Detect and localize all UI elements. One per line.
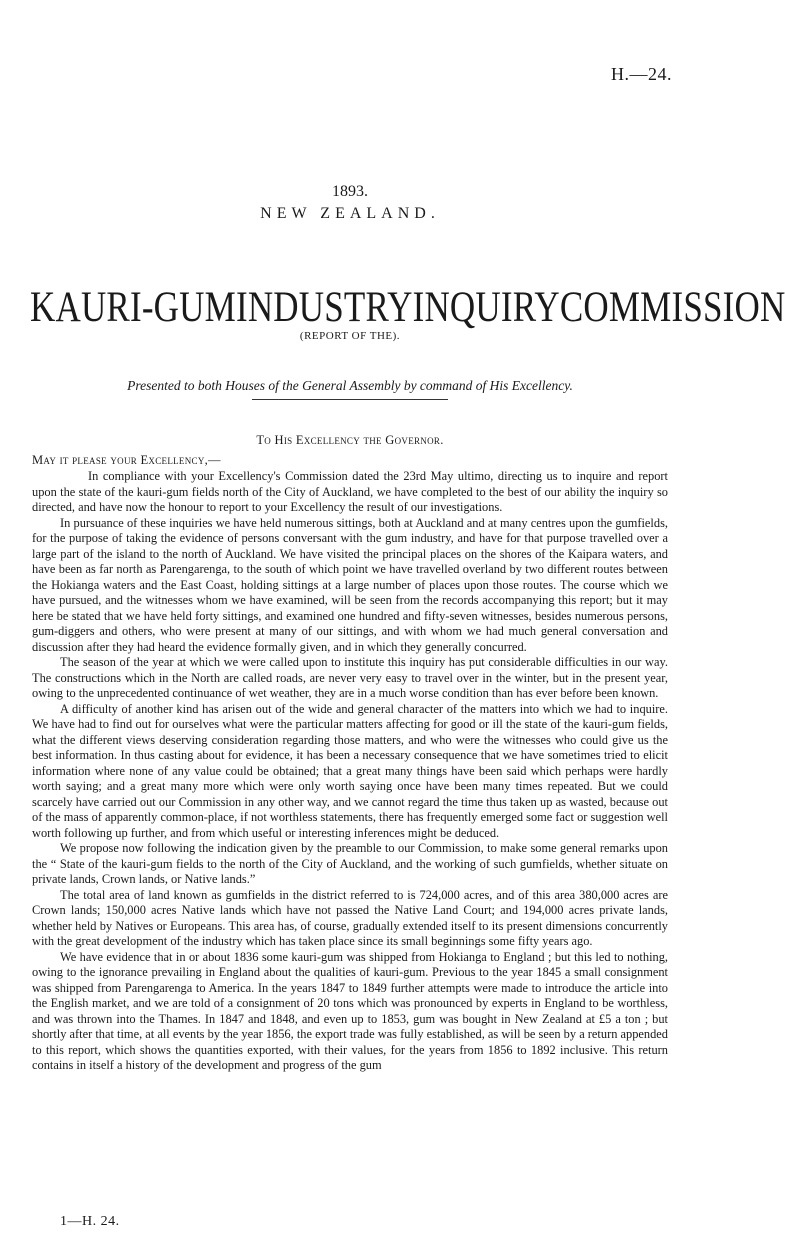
paragraph: We have evidence that in or about 1836 some kauri-gum was shipped from Hokianga to England ; but this led to nothing, owing to the ignorance prevailing in England about the qualities of kauri-gum. Previous to the year 1845 a small consignment was shipped from Parengarenga to America. In the years 1847 to 1849 further attempts were made to introduce the article into the English market, and we are told of a consignment of 20 tons which was pronounced by experts in England to be worthless, and was thrown into the Thames. In 1847 and 1848, and even up to 1853, gum was bought in New Zealand at £5 a ton ; but shortly after that time, at all events by the year 1856, the export trade was fully established, as will be seen by a return appended to this report, which shows the quantities exported, with their values, for the years from 1856 to 1892 inclusive. This return contains in itself a history of the development and progress of the gum xyxy=(32,949,668,1072)
paragraph: The total area of land known as gumfields in the district referred to is 724,000 acres, and of this area 380,000 acres are Crown lands; 150,000 acres Native lands which have not passed the Native Land Court; and 194,000 acres private lands, whether held by Natives or Europeans. This area has, of course, gradually extended itself to its present dimensions concurrently with the great development of the industry which has taken place since its small beginnings some fifty years ago. xyxy=(32,887,668,948)
paragraph: We propose now following the indication given by the preamble to our Commission, to make some general remarks upon the “ State of the kauri-gum fields to the north of the City of Auckland, and the working of such gumfields, whether situate on private lands, Crown lands, or Native lands.” xyxy=(32,841,668,886)
title-word: INQUIRY xyxy=(412,282,560,331)
year: 1893. xyxy=(332,183,368,200)
salutation: May it please your Excellency,— xyxy=(32,453,221,467)
divider xyxy=(252,399,448,400)
country-heading: NEW ZEALAND. xyxy=(260,205,440,222)
page-reference: H.—24. xyxy=(611,64,672,84)
title-word: INDUSTRY xyxy=(235,282,413,331)
title-word: COMMISSION xyxy=(559,282,785,331)
paragraph: In pursuance of these inquiries we have held numerous sittings, both at Auckland and at many centres upon the gumfields, for the purpose of taking the evidence of persons conversant with the gum industry, and have for that purpose travelled over a large part of the island to the north of Auckland. We have visited the principal places on the shores of the Kaipara waters, and have been as far north as Parengarenga, to the south of which point we have travelled overland by two different routes between the Hokianga waters and the East Coast, holding sittings at a large number of places upon those routes. The course which we have pursued, and the witnesses whom we have examined, will be seen from the records accompanying this report; but it may here be stated that we have held forty sittings, and examined one hundred and fifty-seven witnesses, besides numerous persons, gum-diggers and others, who were present at many of our sittings, and with whom we had much general conversation and discussion after they had heard the evidence formally given, and in which they generally concurred. xyxy=(32,515,668,654)
title-word: KAURI-GUM xyxy=(30,282,236,331)
subtitle: (REPORT OF THE). xyxy=(299,330,401,342)
paragraph: A difficulty of another kind has arisen out of the wide and general character of the matters into which we had to inquire. We have had to find out for ourselves what were the particular matters affecting for good or ill the state of the kauri-gum fields, what the different views deserving consideration regarding those matters, and who were the witnesses who could give us the best information. In thus casting about for evidence, it has been a necessary consequence that we have sometimes tried to elicit information where none of any value could be obtained; that a great many things have been said which perhaps were hardly worth saying; and a great many more which were only worth saying once have been many times repeated. But we could scarcely have carried out our Commission in any other way, and we cannot regard the time thus taken up as wasted, because out of the mass of apparently common-place, if not worthless statements, there has frequently emerged some fact or suggestion well worth following up further, and from which useful or interesting inferences might be deduced. xyxy=(32,701,668,840)
addressee: To His Excellency the Governor. xyxy=(256,433,444,447)
paragraph: In compliance with your Excellency's Commission dated the 23rd May ultimo, directing us to inquire and report upon the state of the kauri-gum fields north of the City of Auckland, we have completed to the best of our ability the inquiry so directed, and have now the honour to report to your Excellency the result of our investigations. xyxy=(32,469,668,514)
page-signature: 1—H. 24. xyxy=(60,1214,120,1229)
main-title xyxy=(30,282,785,332)
presented-line: Presented to both Houses of the General Assembly by command of His Excellency. xyxy=(127,378,573,393)
report-body xyxy=(32,469,668,1074)
paragraph: The season of the year at which we were called upon to institute this inquiry has put considerable difficulties in our way. The constructions which in the North are called roads, are never very easy to travel over in the winter, but in the present year, owing to the unprecedented continuance of wet weather, they are in a much worse condition than has ever before been known. xyxy=(32,655,668,700)
